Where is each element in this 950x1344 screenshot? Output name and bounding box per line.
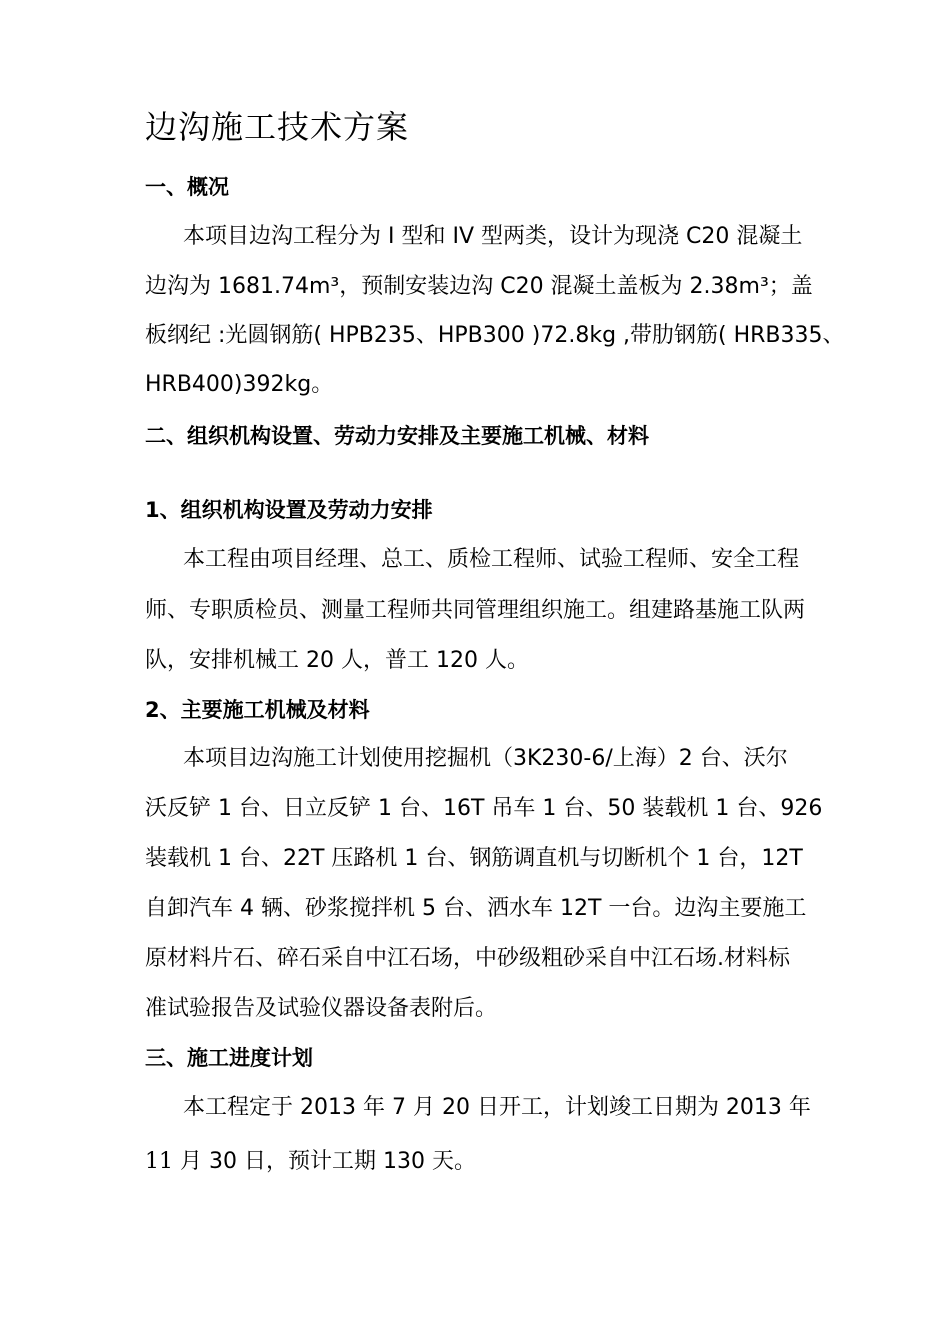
paragraph-line: 边沟为 1681.74m³，预制安装边沟 C20 混凝土盖板为 2.38m³；盖 xyxy=(145,274,813,299)
paragraph-line: 本工程由项目经理、总工、质检工程师、试验工程师、安全工程 xyxy=(183,547,800,572)
paragraph-line: HRB400)392kg。 xyxy=(145,372,334,397)
paragraph-line: 准试验报告及试验仪器设备表附后。 xyxy=(145,996,498,1021)
paragraph-line: 师、专职质检员、测量工程师共同管理组织施工。组建路基施工队两 xyxy=(145,598,806,623)
paragraph-line: 沃反铲 1 台、日立反铲 1 台、16T 吊车 1 台、50 装载机 1 台、926 xyxy=(145,796,823,821)
paragraph-line: 自卸汽车 4 辆、砂浆搅拌机 5 台、洒水车 12T 一台。边沟主要施工 xyxy=(145,896,807,921)
paragraph-line: 装载机 1 台、22T 压路机 1 台、钢筋调直机与切断机个 1 台，12T xyxy=(145,846,803,871)
subsection-heading-machinery: 2、主要施工机械及材料 xyxy=(145,698,370,722)
section-heading-organization: 二、组织机构设置、劳动力安排及主要施工机械、材料 xyxy=(145,424,649,448)
subsection-heading-labor: 1、组织机构设置及劳动力安排 xyxy=(145,498,433,522)
paragraph-line: 本项目边沟施工计划使用挖掘机（3K230-6/上海）2 台、沃尔 xyxy=(183,746,788,771)
paragraph-line: 板纲纪 :光圆钢筋( HPB235、HPB300 )72.8kg ,带肋钢筋( HRB335、 xyxy=(145,323,845,348)
paragraph-line-number: 11 xyxy=(145,1149,173,1174)
section-heading-schedule: 三、施工进度计划 xyxy=(145,1046,313,1070)
paragraph-line: 原材料片石、碎石采自中江石场，中砂级粗砂采自中江石场.材料标 xyxy=(145,946,790,971)
paragraph-line-text: 月 30 日，预计工期 130 天。 xyxy=(173,1149,476,1174)
document-title: 边沟施工技术方案 xyxy=(145,108,410,146)
paragraph-line: 本工程定于 2013 年 7 月 20 日开工，计划竣工日期为 2013 年 xyxy=(183,1095,811,1120)
paragraph-line: 本项目边沟工程分为 I 型和 IV 型两类，设计为现浇 C20 混凝土 xyxy=(183,224,803,249)
paragraph-line: 队，安排机械工 20 人，普工 120 人。 xyxy=(145,648,529,673)
paragraph-line xyxy=(145,1144,476,1175)
section-heading-overview: 一、概况 xyxy=(145,175,229,199)
